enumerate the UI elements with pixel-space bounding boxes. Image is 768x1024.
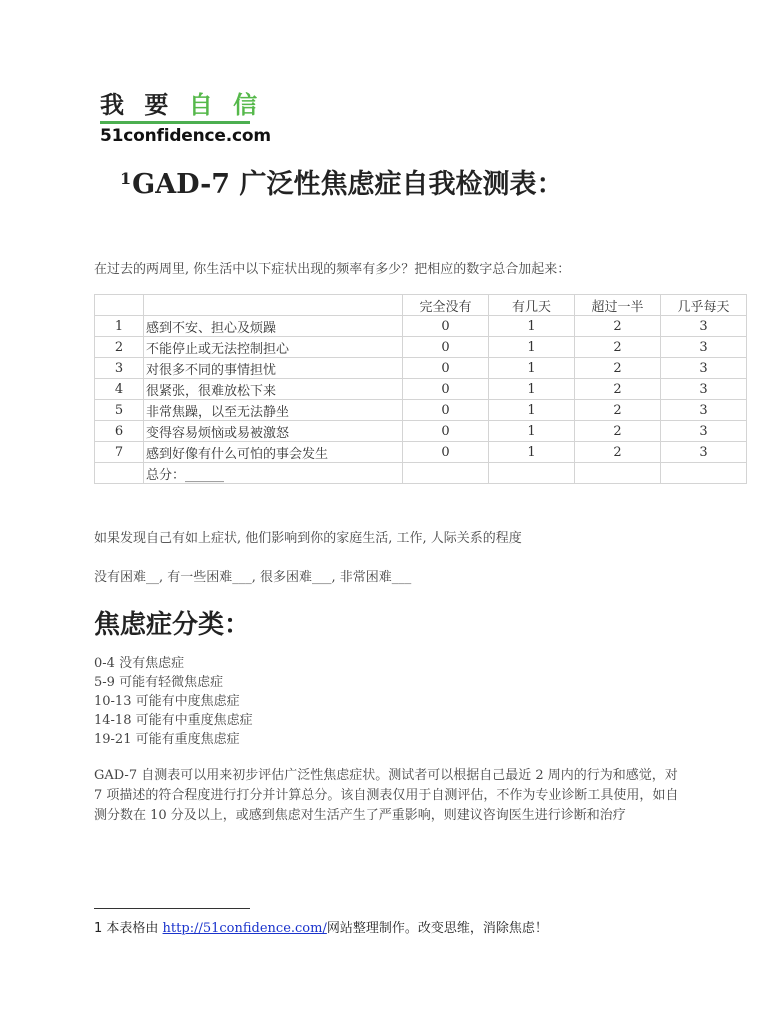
row-number: 6 — [95, 421, 144, 442]
table-row — [95, 379, 747, 400]
score-cell: 3 — [661, 400, 747, 421]
row-number: 7 — [95, 442, 144, 463]
score-cell: 0 — [403, 421, 489, 442]
score-cell: 0 — [403, 442, 489, 463]
empty-cell — [489, 463, 575, 484]
row-number: 5 — [95, 400, 144, 421]
table-row — [95, 442, 747, 463]
empty-cell — [661, 463, 747, 484]
logo-chinese — [100, 90, 270, 120]
list-item: 14-18 可能有中重度焦虑症 — [94, 713, 253, 728]
logo-underline — [100, 121, 250, 124]
footnote-divider — [94, 908, 250, 909]
list-item: 19-21 可能有重度焦虑症 — [94, 732, 240, 747]
total-row — [95, 463, 747, 484]
table-row — [95, 358, 747, 379]
question-cell: 变得容易烦恼或易被激怒 — [144, 421, 403, 442]
score-cell: 3 — [661, 316, 747, 337]
score-cell: 1 — [489, 442, 575, 463]
header-cell: 有几天 — [489, 295, 575, 316]
intro-text: 在过去的两周里, 你生活中以下症状出现的频率有多少？把相应的数字总合加起来： — [94, 262, 571, 277]
footnote-mark: 1 — [94, 921, 103, 936]
header-cell — [95, 295, 144, 316]
classification-list — [94, 654, 253, 749]
title-footnote-ref[interactable]: 1 — [120, 169, 132, 188]
question-cell: 对很多不同的事情担忧 — [144, 358, 403, 379]
question-cell: 非常焦躁，以至无法静坐 — [144, 400, 403, 421]
row-number: 3 — [95, 358, 144, 379]
gad7-table — [94, 294, 747, 484]
score-cell: 0 — [403, 316, 489, 337]
header-cell — [144, 295, 403, 316]
header-cell: 几乎每天 — [661, 295, 747, 316]
impact-question: 如果发现自己有如上症状, 他们影响到你的家庭生活, 工作, 人际关系的程度 — [94, 531, 522, 546]
title-text: GAD-7 广泛性焦虑症自我检测表： — [132, 169, 564, 200]
score-cell: 0 — [403, 379, 489, 400]
score-cell: 1 — [489, 316, 575, 337]
score-cell: 2 — [575, 421, 661, 442]
logo-text-part2: 自 信 — [188, 91, 264, 119]
score-cell: 2 — [575, 337, 661, 358]
score-cell: 3 — [661, 337, 747, 358]
question-cell: 感到好像有什么可怕的事会发生 — [144, 442, 403, 463]
score-cell: 3 — [661, 379, 747, 400]
footnote-suffix: 网站整理制作。改变思维，消除焦虑！ — [326, 921, 548, 936]
score-cell: 2 — [575, 358, 661, 379]
score-cell: 1 — [489, 421, 575, 442]
table-row — [95, 316, 747, 337]
total-label: 总分：______ — [144, 463, 403, 484]
question-cell: 感到不安、担心及烦躁 — [144, 316, 403, 337]
header-cell: 超过一半 — [575, 295, 661, 316]
score-cell: 0 — [403, 400, 489, 421]
table-header-row — [95, 295, 747, 316]
score-cell: 0 — [403, 358, 489, 379]
description-paragraph: GAD-7 自测表可以用来初步评估广泛性焦虑症状。测试者可以根据自己最近 2 周内的行为和感觉，对 7 项描述的符合程度进行打分并计算总分。该自测表仅用于自测评估，不作为专业诊断工具使用，如自测分数在 10 分及以上，或感到焦虑对生活产生了严重影响，则建议咨询医生进行诊断和治疗 — [94, 768, 679, 823]
list-item: 10-13 可能有中度焦虑症 — [94, 694, 240, 709]
score-cell: 3 — [661, 421, 747, 442]
list-item: 0-4 没有焦虑症 — [94, 656, 185, 671]
table-row — [95, 421, 747, 442]
empty-cell — [403, 463, 489, 484]
score-cell: 2 — [575, 400, 661, 421]
site-logo[interactable] — [100, 90, 270, 146]
impact-options: 没有困难__, 有一些困难___, 很多困难___, 非常困难___ — [94, 570, 412, 585]
footnote-prefix: 本表格由 — [102, 921, 163, 936]
row-number: 1 — [95, 316, 144, 337]
footnote-link[interactable]: http://51confidence.com/ — [162, 921, 327, 936]
row-number: 4 — [95, 379, 144, 400]
classification-heading: 焦虑症分类： — [94, 610, 251, 640]
logo-text-part1: 我 要 — [100, 91, 175, 119]
header-cell: 完全没有 — [403, 295, 489, 316]
row-number: 2 — [95, 337, 144, 358]
empty-cell — [95, 463, 144, 484]
question-cell: 不能停止或无法控制担心 — [144, 337, 403, 358]
score-cell: 1 — [489, 358, 575, 379]
score-cell: 3 — [661, 358, 747, 379]
score-cell: 3 — [661, 442, 747, 463]
score-cell: 1 — [489, 400, 575, 421]
score-cell: 2 — [575, 316, 661, 337]
page-title — [120, 162, 563, 201]
score-cell: 2 — [575, 442, 661, 463]
logo-url: 51confidence.com — [100, 126, 271, 146]
empty-cell — [575, 463, 661, 484]
list-item: 5-9 可能有轻微焦虑症 — [94, 675, 224, 690]
question-cell: 很紧张，很难放松下来 — [144, 379, 403, 400]
score-cell: 1 — [489, 337, 575, 358]
table-row — [95, 337, 747, 358]
score-cell: 0 — [403, 337, 489, 358]
score-cell: 1 — [489, 379, 575, 400]
score-cell: 2 — [575, 379, 661, 400]
footnote — [94, 917, 548, 936]
table-row — [95, 400, 747, 421]
